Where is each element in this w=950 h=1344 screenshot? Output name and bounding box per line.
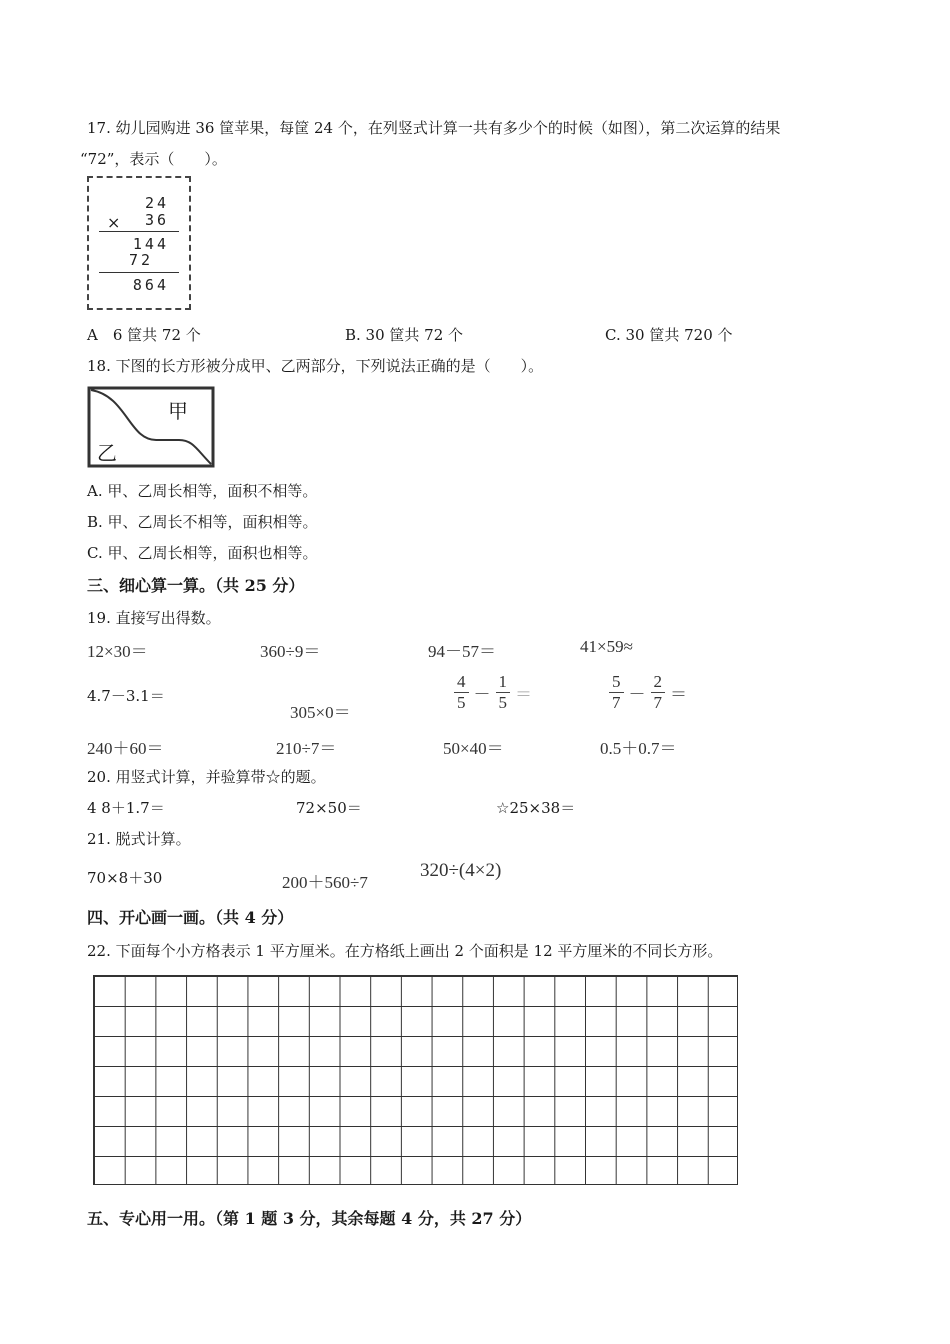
times-sign: × <box>107 213 121 232</box>
q21-item-3: 320÷(4×2) <box>420 860 502 881</box>
q22-text: 22. 下面每个小方格表示 1 平方厘米。在方格纸上画出 2 个面积是 12 平方厘米的不同长方形。 <box>87 942 723 960</box>
q21-text: 21. 脱式计算。 <box>87 830 191 848</box>
frac1-den1: 5 <box>454 692 469 713</box>
q20-item-1: 4 8＋1.7＝ <box>87 799 165 817</box>
calc-41x59: 41×59≈ <box>580 637 633 656</box>
vertical-row3: 144 <box>132 235 169 253</box>
vertical-line-2 <box>99 272 179 273</box>
q18-text: 18. 下图的长方形被分成甲、乙两部分，下列说法正确的是（ ）。 <box>87 357 544 375</box>
vertical-row2: 36 <box>144 211 169 229</box>
calc-4.7minus3.1: 4.7－3.1＝ <box>87 687 165 705</box>
q21-item-2: 200＋560÷7 <box>282 873 368 892</box>
vertical-line-1 <box>99 231 179 232</box>
square-grid-paper[interactable] <box>93 975 738 1185</box>
frac2-den2: 7 <box>651 692 666 713</box>
q20-text: 20. 用竖式计算，并验算带☆的题。 <box>87 768 326 786</box>
vertical-row4: 72 <box>128 251 153 269</box>
q21-item-1: 70×8＋30 <box>87 869 163 887</box>
label-yi: 乙 <box>97 441 117 465</box>
section4-heading: 四、开心画一画。（共 4 分） <box>87 908 294 927</box>
frac2-num2: 2 <box>653 672 662 691</box>
calc-94minus57: 94－57＝ <box>428 642 496 661</box>
q17-option-b: B. 30 筐共 72 个 <box>345 326 464 344</box>
q17-text-line1: 17. 幼儿园购进 36 筐苹果，每筐 24 个，在列竖式计算一共有多少个的时候（如图），第二次运算的结果 <box>87 119 781 137</box>
q20-item-3: ☆25×38＝ <box>496 799 576 817</box>
section3-heading: 三、细心算一算。（共 25 分） <box>87 576 305 595</box>
calc-305x0: 305×0＝ <box>290 703 351 722</box>
q20-item-2: 72×50＝ <box>296 799 362 817</box>
q17-option-c: C. 30 筐共 720 个 <box>605 326 733 344</box>
frac2-op: － <box>628 685 646 704</box>
q18-option-c: C. 甲、乙周长相等，面积也相等。 <box>87 544 318 562</box>
frac1-num1: 4 <box>457 672 466 691</box>
frac2-eq: ＝ <box>670 685 687 704</box>
fraction-calc-2 <box>607 672 690 713</box>
fraction-calc-1 <box>452 672 535 713</box>
frac1-eq: ＝ <box>515 685 532 704</box>
q19-text: 19. 直接写出得数。 <box>87 609 221 627</box>
calc-12x30: 12×30＝ <box>87 642 148 661</box>
frac1-op: － <box>473 685 491 704</box>
frac2-num1: 5 <box>612 672 621 691</box>
calc-0.5plus0.7: 0.5＋0.7＝ <box>600 739 677 758</box>
calc-210div7: 210÷7＝ <box>276 739 337 758</box>
q17-option-a: A 6 筐共 72 个 <box>87 326 201 344</box>
calc-50x40: 50×40＝ <box>443 739 504 758</box>
frac2-den1: 7 <box>609 692 624 713</box>
q18-option-b: B. 甲、乙周长不相等，面积相等。 <box>87 513 318 531</box>
calc-240plus60: 240＋60＝ <box>87 739 164 758</box>
calc-360div9: 360÷9＝ <box>260 642 321 661</box>
q17-text-line2: “72”，表示（ ）。 <box>80 150 227 168</box>
frac1-den2: 5 <box>496 692 511 713</box>
label-jia: 甲 <box>168 399 188 423</box>
frac1-num2: 1 <box>498 672 507 691</box>
vertical-multiplication-box <box>87 176 191 310</box>
q18-option-a: A. 甲、乙周长相等，面积不相等。 <box>87 482 318 500</box>
vertical-result: 864 <box>132 276 169 294</box>
vertical-row1: 24 <box>144 194 169 212</box>
section5-heading: 五、专心用一用。（第 1 题 3 分，其余每题 4 分，共 27 分） <box>87 1209 532 1228</box>
